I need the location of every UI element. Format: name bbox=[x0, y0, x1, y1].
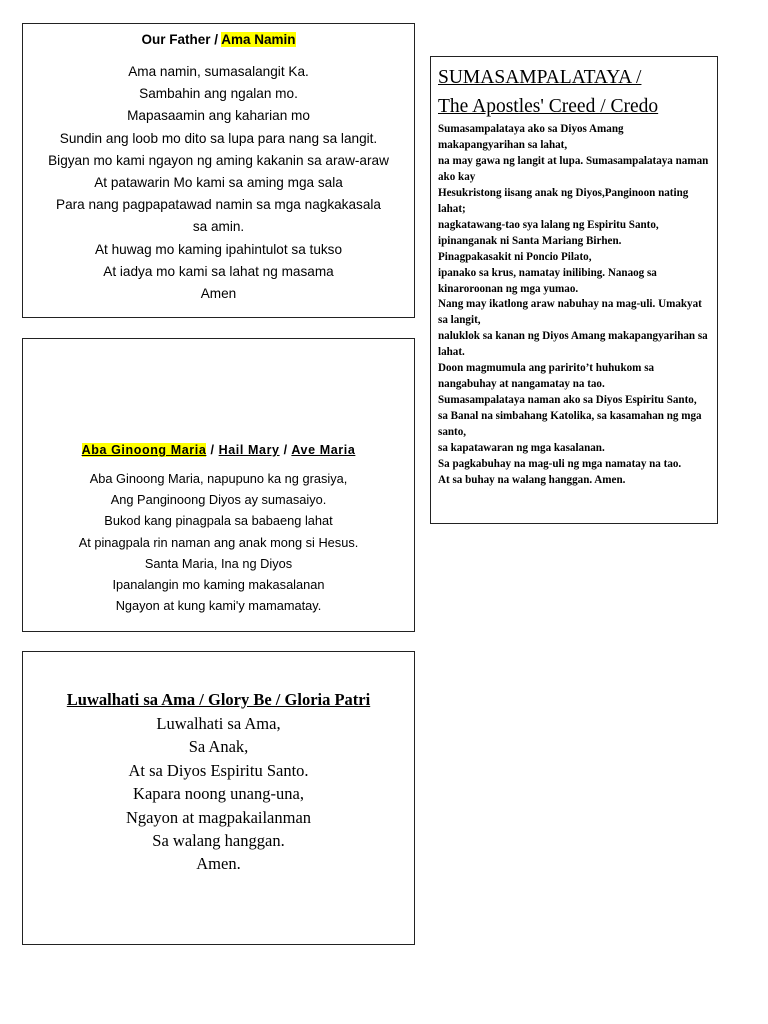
prayer-line: Sa Anak, bbox=[188, 737, 249, 757]
prayer-line: Sumasampalataya ako sa Diyos Amang makapangyarihan sa lahat, bbox=[438, 123, 624, 151]
prayer-line: Sa walang hanggan. bbox=[152, 831, 285, 851]
creed-title-line: The Apostles' Creed / Credo bbox=[438, 96, 659, 117]
glory-be-card bbox=[22, 651, 415, 945]
title-separator: / bbox=[279, 443, 292, 457]
our-father-title-english: Our Father / bbox=[141, 32, 222, 47]
prayer-line: Ang Panginoong Diyos ay sumasaiyo. bbox=[110, 492, 327, 508]
prayer-line: At huwag mo kaming ipahintulot sa tukso bbox=[94, 241, 343, 257]
prayer-line: Ngayon at magpakailanman bbox=[125, 807, 312, 827]
prayer-line: Bigyan mo kami ngayon ng aming kakanin sa araw-araw bbox=[48, 152, 389, 168]
prayer-line: Ngayon at kung kami'y mamamatay. bbox=[115, 598, 322, 614]
prayer-line: Kapara noong unang-una, bbox=[133, 784, 304, 804]
prayer-line: sa kapatawaran ng mga kasalanan. bbox=[438, 442, 605, 455]
prayer-line: ipinanganak ni Santa Mariang Birhen. bbox=[438, 234, 622, 247]
prayer-line: Luwalhati sa Ama, bbox=[156, 714, 281, 733]
prayer-line: naluklok sa kanan ng Diyos Amang makapangyarihan sa lahat. bbox=[438, 330, 708, 359]
prayer-line: Ipanalangin mo kaming makasalanan bbox=[112, 577, 325, 593]
prayer-line: Hesukristong iisang anak ng Diyos,Panginoon nating lahat; bbox=[438, 186, 689, 215]
our-father-card bbox=[22, 23, 415, 318]
prayer-line: Santa Maria, Ina ng Diyos bbox=[144, 555, 293, 571]
creed-title-line: SUMASAMPALATAYA / bbox=[438, 67, 642, 88]
glory-be-text bbox=[23, 712, 414, 876]
prayer-line: Sambahin ang ngalan mo. bbox=[139, 86, 298, 102]
prayer-line: Amen bbox=[200, 286, 237, 302]
hail-mary-text bbox=[23, 468, 414, 616]
prayer-line: Ama namin, sumasalangit Ka. bbox=[128, 64, 309, 79]
prayer-line: At sa buhay na walang hanggan. Amen. bbox=[438, 473, 626, 486]
prayer-line: Mapasaamin ang kaharian mo bbox=[127, 108, 310, 124]
prayer-line: Sa pagkabuhay na mag-uli ng mga namatay na tao. bbox=[438, 458, 682, 471]
our-father-title-tagalog: Ama Namin bbox=[221, 32, 296, 47]
glory-be-title: Luwalhati sa Ama / Glory Be / Gloria Patri bbox=[66, 690, 371, 709]
prayer-line: At patawarin Mo kami sa aming mga sala bbox=[94, 175, 343, 191]
our-father-text bbox=[23, 61, 414, 305]
hail-mary-title-latin: Ave Maria bbox=[291, 443, 356, 457]
hail-mary-title bbox=[23, 443, 414, 457]
prayer-line: Bukod kang pinagpala sa babaeng lahat bbox=[104, 513, 333, 529]
title-separator: / bbox=[206, 443, 219, 457]
creed-title bbox=[438, 63, 710, 121]
prayer-line: na may gawa ng langit at lupa. Sumasampalataya naman ako kay bbox=[438, 154, 709, 183]
prayer-line: Sundin ang loob mo dito sa lupa para nang sa langit. bbox=[59, 130, 378, 146]
prayer-line: At pinagpala rin naman ang anak mong si Hesus. bbox=[78, 534, 359, 550]
prayer-line: Nang may ikatlong araw nabuhay na mag-uli. Umakyat sa langit, bbox=[438, 298, 702, 327]
hail-mary-title-english: Hail Mary bbox=[218, 443, 280, 457]
prayer-line: ipanako sa krus, namatay inilibing. Nanaog sa kinaroroonan ng mga yumao. bbox=[438, 266, 657, 295]
prayer-line: At sa Diyos Espiritu Santo. bbox=[128, 760, 309, 780]
hail-mary-title-tagalog: Aba Ginoong Maria bbox=[81, 443, 207, 457]
prayer-line: sa Banal na simbahang Katolika, sa kasamahan ng mga santo, bbox=[438, 410, 702, 439]
prayer-line: At iadya mo kami sa lahat ng masama bbox=[103, 263, 334, 279]
prayer-line: nagkatawang-tao sya lalang ng Espiritu Santo, bbox=[438, 218, 659, 231]
apostles-creed-card bbox=[430, 56, 718, 524]
our-father-title bbox=[23, 32, 414, 47]
prayer-line: Doon magmumula ang paririto’t huhukom sa nangabuhay at nangamatay na tao. bbox=[438, 362, 655, 391]
prayer-line: Amen. bbox=[196, 854, 241, 874]
prayer-line: Pinagpakasakit ni Poncio Pilato, bbox=[438, 250, 592, 263]
prayer-line: Para nang pagpapatawad namin sa mga nagkakasala sa amin. bbox=[56, 197, 381, 235]
hail-mary-card bbox=[22, 338, 415, 632]
prayer-line: Aba Ginoong Maria, napupuno ka ng grasiya, bbox=[89, 471, 348, 486]
prayer-line: Sumasampalataya naman ako sa Diyos Espiritu Santo, bbox=[438, 394, 697, 407]
creed-text bbox=[438, 122, 710, 489]
